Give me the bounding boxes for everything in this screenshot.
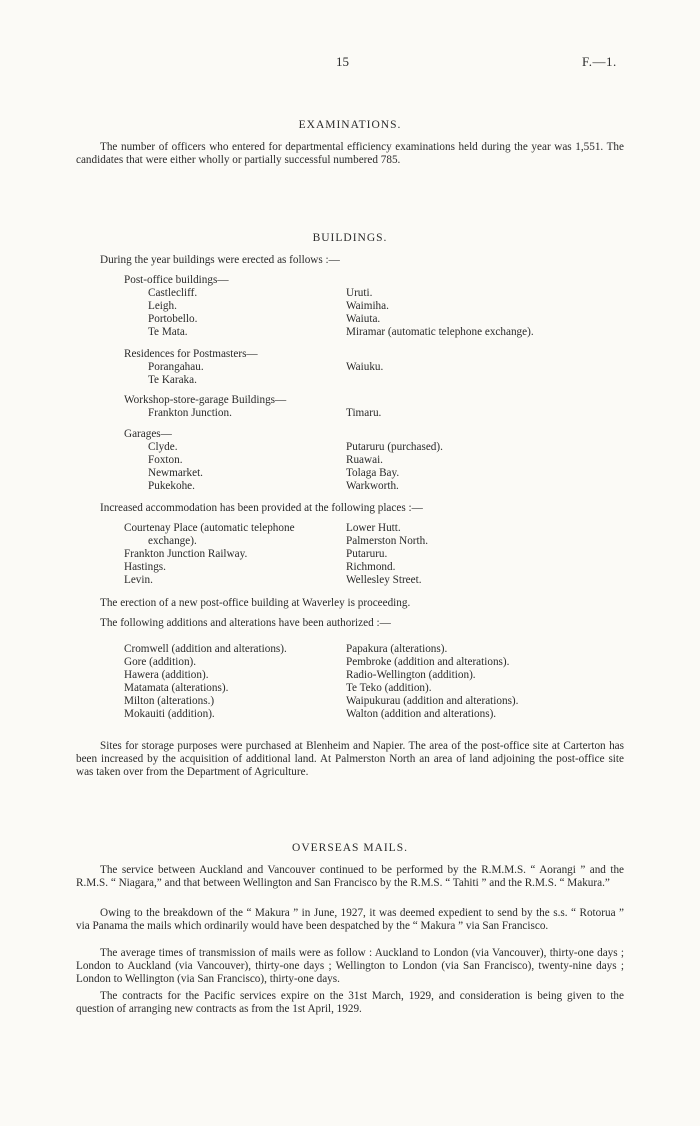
- list-item: Putaruru.: [346, 548, 388, 560]
- overseas-paragraph: The contracts for the Pacific services expire on the 31st March, 1929, and consideration is being given to the question of arranging new contracts as from the 1st April, 1929.: [76, 990, 624, 1015]
- authorized-intro: The following additions and alterations have been authorized :—: [100, 617, 391, 629]
- overseas-paragraph: The service between Auckland and Vancouver continued to be performed by the R.M.M.S. “ Aorangi ” and the R.M.S. “ Niagara,” and that between Wellington and San Francisco by the R.M.S. “ Tahiti ” and the R.M.S. “ Makura.”: [76, 864, 624, 889]
- list-item: Waiuta.: [346, 313, 381, 325]
- list-item: Mokauiti (addition).: [124, 708, 215, 720]
- list-item: Levin.: [124, 574, 153, 586]
- group-title: Post-office buildings—: [124, 274, 229, 286]
- list-item: Porangahau.: [148, 361, 204, 373]
- list-item: Gore (addition).: [124, 656, 197, 668]
- list-item: Te Mata.: [148, 326, 188, 338]
- list-item: Newmarket.: [148, 467, 203, 479]
- list-item: Hawera (addition).: [124, 669, 209, 681]
- list-item: Hastings.: [124, 561, 166, 573]
- list-item: Waimiha.: [346, 300, 389, 312]
- list-item: Walton (addition and alterations).: [346, 708, 497, 720]
- list-item: exchange).: [148, 535, 197, 547]
- list-item: Putaruru (purchased).: [346, 441, 443, 453]
- list-item: Cromwell (addition and alterations).: [124, 643, 287, 655]
- examinations-heading: EXAMINATIONS.: [298, 119, 402, 131]
- list-item: Clyde.: [148, 441, 178, 453]
- list-item: Miramar (automatic telephone exchange).: [346, 326, 534, 338]
- list-item: Waipukurau (addition and alterations).: [346, 695, 519, 707]
- list-item: Timaru.: [346, 407, 382, 419]
- group-title: Residences for Postmasters—: [124, 348, 258, 360]
- overseas-heading: OVERSEAS MAILS.: [292, 842, 408, 854]
- list-item: Leigh.: [148, 300, 177, 312]
- document-code: F.—1.: [582, 54, 617, 69]
- waverley-line: The erection of a new post-office building at Waverley is proceeding.: [100, 597, 411, 609]
- list-item: Milton (alterations.): [124, 695, 215, 707]
- list-item: Frankton Junction.: [148, 407, 232, 419]
- list-item: Castlecliff.: [148, 287, 198, 299]
- list-item: Palmerston North.: [346, 535, 429, 547]
- list-item: Richmond.: [346, 561, 396, 573]
- list-item: Foxton.: [148, 454, 183, 466]
- buildings-heading: BUILDINGS.: [312, 232, 388, 244]
- list-item: Pukekohe.: [148, 480, 195, 492]
- increased-intro: Increased accommodation has been provided at the following places :—: [100, 502, 423, 514]
- list-item: Matamata (alterations).: [124, 682, 229, 694]
- list-item: Radio-Wellington (addition).: [346, 669, 476, 681]
- sites-paragraph: Sites for storage purposes were purchased at Blenheim and Napier. The area of the post-office site at Carterton has been increased by the acquisition of additional land. At Palmerston North an area of land adjoining the post-office site was taken over from the Department of Agriculture.: [76, 740, 624, 778]
- list-item: Warkworth.: [346, 480, 399, 492]
- overseas-paragraph: The average times of transmission of mails were as follow : Auckland to London (via Vancouver), thirty-one days ; London to Auckland (via Vancouver), thirty-one days ; Wellington to London (via San Francisco), twenty-nine days ; London to Wellington (via San Francisco), thirty-one days.: [76, 947, 624, 985]
- list-item: Wellesley Street.: [346, 574, 422, 586]
- list-item: Courtenay Place (automatic telephone: [124, 522, 295, 534]
- list-item: Uruti.: [346, 287, 373, 299]
- buildings-intro: During the year buildings were erected as follows :—: [100, 254, 340, 266]
- list-item: Pembroke (addition and alterations).: [346, 656, 510, 668]
- list-item: Waiuku.: [346, 361, 384, 373]
- list-item: Ruawai.: [346, 454, 383, 466]
- group-title: Garages—: [124, 428, 172, 440]
- page-number: 15: [336, 54, 349, 69]
- list-item: Frankton Junction Railway.: [124, 548, 248, 560]
- list-item: Papakura (alterations).: [346, 643, 448, 655]
- list-item: Te Teko (addition).: [346, 682, 432, 694]
- list-item: Lower Hutt.: [346, 522, 401, 534]
- overseas-paragraph: Owing to the breakdown of the “ Makura ” in June, 1927, it was deemed expedient to send by the s.s. “ Rotorua ” via Panama the mails which ordinarily would have been despatched by the “ Makura ” via San Francisco.: [76, 907, 624, 932]
- examinations-paragraph: The number of officers who entered for departmental efficiency examinations held during the year was 1,551. The candidates that were either wholly or partially successful numbered 785.: [76, 141, 624, 166]
- list-item: Tolaga Bay.: [346, 467, 400, 479]
- group-title: Workshop-store-garage Buildings—: [124, 394, 287, 406]
- list-item: Te Karaka.: [148, 374, 197, 386]
- list-item: Portobello.: [148, 313, 198, 325]
